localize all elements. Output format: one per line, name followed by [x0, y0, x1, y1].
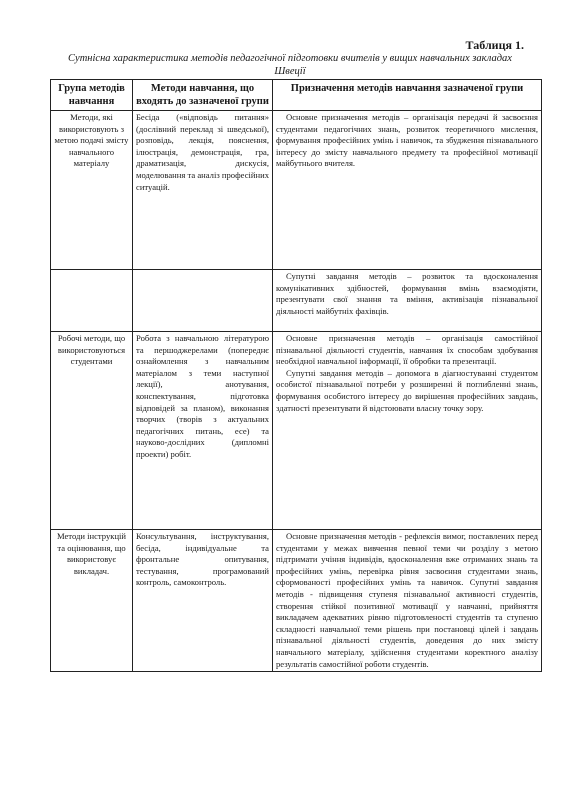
cell-purpose	[273, 332, 542, 530]
purpose-paragraph: Основне призначення методів – організація самостійної пізнавальної діяльності студентів, навчання їх способам здобування необхідної навчальної інформації, її обробки та презентації.	[276, 333, 538, 367]
table-caption: Сутнісна характеристика методів педагогічної підготовки вчителів у вищих навчальних закладах Швеції	[68, 53, 512, 77]
cell-group: Методи інструкцій та оцінювання, що використовує викладач.	[51, 530, 133, 672]
table-row	[51, 270, 542, 332]
cell-group	[51, 270, 133, 332]
table-number: Таблиця 1.	[465, 38, 524, 52]
cell-methods: Бесіда («відповідь питання» (дослівний переклад зі шведської), розповідь, лекція, пояснення, ілюстрація, демонстрація, гра, драматизація, дискусія, моделювання та аналіз професійних ситуацій.	[133, 111, 273, 270]
cell-group: Робочі методи, що використовуються студентами	[51, 332, 133, 530]
header-purpose: Призначення методів навчання зазначеної групи	[273, 80, 542, 111]
cell-purpose	[273, 111, 542, 270]
purpose-paragraph: Супутні завдання методів – розвиток та вдосконалення комунікативних здібностей, формування вмінь взаємодіяти, презентувати свої знання та вміння, активізація пізнавальної діяльності майбутніх фахівців.	[276, 271, 538, 316]
cell-methods	[133, 270, 273, 332]
table-row	[51, 332, 542, 530]
methods-table	[50, 79, 542, 672]
cell-methods: Робота з навчальною літературою та першоджерелами (попереднє ознайомлення з навчальним матеріалом з теми наступної лекції), анотування, конспектування, підготовка відповідей за планом), виконання творчих (творів з актуальних педагогічних питань, есе) та науково-дослідних (дипломні проекти) робіт.	[133, 332, 273, 530]
purpose-paragraph: Основне призначення методів – організація передачі й засвоєння студентами педагогічних знань, розвиток теоретичного мислення, формування професійних умінь і навичок, та збудження пізнавального інтересу до змісту навчального предмету та професійної мотивації майбутнього вчителя.	[276, 112, 538, 169]
header-methods: Методи навчання, що входять до зазначеної групи	[133, 80, 273, 111]
table-header-row	[51, 80, 542, 111]
cell-methods: Консультування, інструктування, бесіда, індивідуальне та фронтальне опитування, тестування, програмований контроль, самоконтроль.	[133, 530, 273, 672]
table-row	[51, 530, 542, 672]
cell-group: Методи, які використовують з метою подачі змісту навчального матеріалу	[51, 111, 133, 270]
header-group: Група методів навчання	[51, 80, 133, 111]
table-row	[51, 111, 542, 270]
purpose-paragraph: Супутні завдання методів – допомога в діагностуванні студентом особистої пізнавальної потреби у розширенні й поглибленні знань, формування особистого інтересу до вирішення професійних завдань, здатності презентувати й відстоювати власну точку зору.	[276, 367, 538, 413]
purpose-paragraph: Основне призначення методів - рефлексія вимог, поставлених перед студентами у межах вивчення певної теми чи розділу з метою підтримати учіння індивідів, вдосконалення вже отриманих знань та професійних умінь, перевірка рівня засвоєння студентами знань, сформованості професійних умінь та навичок. Супутні завдання методів - підвищення ступеня пізнавальної активності студентів, створення стійкої позитивної мотивації у навчанні, прийняття викладачем адекватних рівню підготовленості студентів та ступеню складності навчальної теми рішень при постановці цілей і завдань пізнавальної діяльності студентів, доведення до них змісту навчального матеріалу, здійснення студентами коректного аналізу результатів самостійної роботи студентів.	[276, 531, 538, 669]
cell-purpose	[273, 270, 542, 332]
cell-purpose	[273, 530, 542, 672]
